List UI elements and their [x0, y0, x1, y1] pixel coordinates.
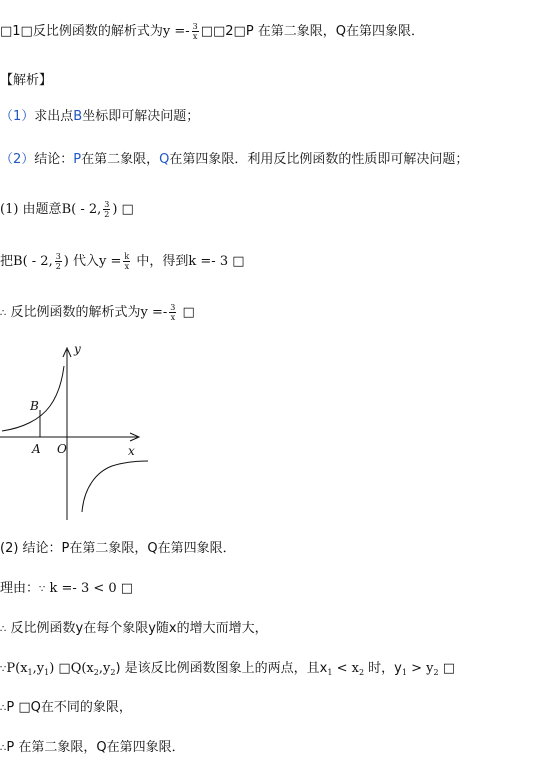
therefore-icon: ∴	[0, 308, 7, 319]
part2-line-3-text: 反比例函数y在每个象限y随x的增大而增大，	[6, 621, 268, 636]
k-condition: k =- 3 < 0 □	[45, 581, 134, 596]
step-2	[0, 252, 245, 271]
step-3-fraction	[169, 303, 176, 322]
answer-eq-lhs: y =-	[162, 24, 190, 39]
answer-fraction	[192, 22, 199, 41]
subscript: 2	[93, 668, 99, 677]
part2-line-3	[0, 620, 268, 639]
because-icon: ∵	[0, 664, 7, 675]
therefore-icon: ∴	[0, 743, 7, 754]
step-3-text: 反比例函数的解析式为	[6, 305, 141, 320]
hint-2-text-c: 在第四象限．利用反比例函数的性质即可解决问题；	[169, 152, 469, 167]
hint-2-p: P	[73, 152, 82, 167]
step-2-close: )	[63, 254, 69, 269]
step-1-prefix: (1) 由题意	[0, 202, 62, 217]
reason-label: 理由：	[0, 581, 40, 596]
step-2-k: k =- 3 □	[188, 254, 245, 269]
expr-text: ,y	[32, 661, 45, 676]
fraction-denominator: 2	[55, 262, 61, 271]
point-b-label: B	[30, 399, 39, 413]
hint-2-q: Q	[159, 152, 170, 167]
subscript: 1	[401, 668, 407, 677]
hint-2	[0, 151, 468, 169]
part2-line-2	[0, 580, 133, 599]
expr-text: > y	[406, 661, 434, 676]
step-2-point: B( - 2,	[13, 254, 53, 269]
fraction-denominator: x	[192, 32, 198, 41]
step-1-point: B( - 2,	[61, 202, 102, 217]
x-axis-label: x	[128, 444, 135, 458]
hint-1-letter: B	[73, 109, 83, 124]
hyperbola-graph	[0, 340, 170, 530]
expr-text: 时，y	[364, 661, 402, 676]
fraction-numerator: 3	[170, 303, 176, 312]
y-axis-label: y	[74, 342, 81, 356]
fraction-denominator: x	[170, 313, 176, 322]
step-2-b: 代入	[68, 254, 100, 269]
step-2-a: 把	[0, 254, 14, 269]
subscript: 1	[27, 668, 33, 677]
step-2-fraction	[55, 252, 62, 271]
part2-line-1: (2) 结论：P在第二象限，Q在第四象限．	[0, 541, 236, 556]
hint-2-number: （2）	[0, 152, 35, 167]
expr-text: ,y	[98, 661, 111, 676]
subscript: 2	[433, 668, 439, 677]
fraction-numerator: k	[124, 252, 130, 261]
step-1-fraction	[103, 200, 110, 219]
subscript: 1	[327, 668, 333, 677]
part2-line-4	[0, 660, 455, 682]
step-2-c: 中，得到	[132, 254, 189, 269]
subscript: 2	[358, 668, 365, 677]
origin-label: O	[57, 442, 67, 456]
fraction-numerator: 3	[55, 252, 61, 261]
expr-text: P(x	[6, 661, 28, 676]
expr-text: ) 是该反比例函数图象上的两点，且x	[115, 661, 328, 676]
expr-text: □	[438, 661, 455, 676]
subscript: 1	[44, 668, 50, 677]
step-2-eq: y =	[99, 254, 122, 269]
expr-text: < x	[332, 661, 359, 676]
therefore-icon: ∴	[0, 703, 7, 714]
answer-part1: □1□反比例函数的解析式为	[0, 24, 163, 39]
point-a-label: A	[32, 442, 41, 456]
step-3-close: □	[178, 305, 195, 320]
therefore-icon: ∴	[0, 624, 7, 635]
fraction-numerator: 3	[192, 22, 198, 31]
fraction-denominator: 2	[104, 210, 110, 219]
hint-1	[0, 108, 199, 126]
part2-line-5	[0, 699, 132, 718]
because-icon: ∵	[39, 584, 46, 595]
hint-1-text-a: 求出点	[34, 109, 74, 124]
fraction-numerator: 3	[104, 200, 110, 209]
hint-2-text-b: 在第二象限，	[81, 152, 160, 167]
analysis-heading: 【解析】	[0, 73, 53, 88]
step-1-close: ) □	[112, 202, 134, 217]
part2-line-6-text: P 在第二象限，Q在第四象限．	[6, 740, 185, 755]
step-3	[0, 303, 195, 323]
subscript: 2	[110, 668, 116, 677]
part2-line-5-text: P □Q在不同的象限，	[6, 700, 132, 715]
answer-part2: □□2□P 在第二象限，Q在第四象限．	[200, 24, 425, 39]
hint-1-number: （1）	[0, 109, 35, 124]
step-1	[0, 200, 134, 219]
hyperbola-branch-lower-right	[82, 461, 148, 512]
part2-line-6	[0, 739, 185, 758]
answer-line	[0, 22, 424, 41]
step-2-k-fraction	[123, 252, 130, 271]
expr-text: ) □Q(x	[49, 661, 94, 676]
step-3-eq: y =-	[140, 305, 168, 320]
hint-1-text-b: 坐标即可解决问题；	[82, 109, 200, 124]
hint-2-text-a: 结论：	[34, 152, 74, 167]
fraction-denominator: x	[124, 262, 130, 271]
